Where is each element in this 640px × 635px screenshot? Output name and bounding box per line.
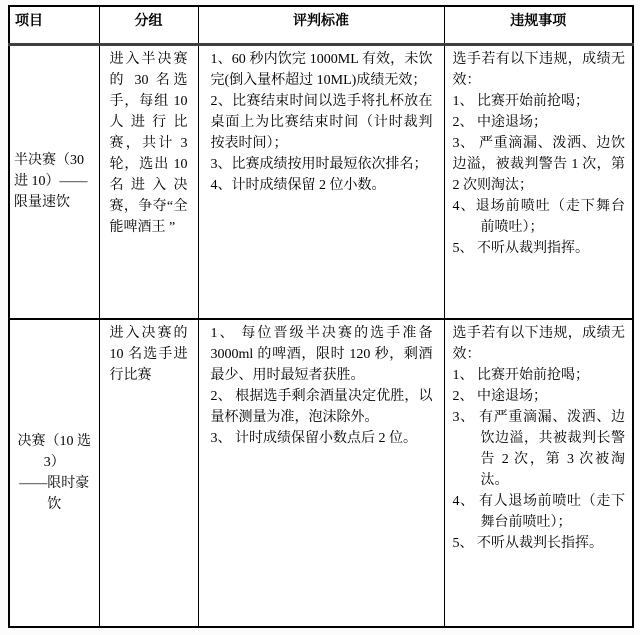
- cell-semifinal-violations: [444, 44, 633, 319]
- violation-item: 4、 有人退场前喷吐（走下舞台前喷吐）；: [452, 494, 625, 530]
- cell-final-violations: [444, 319, 633, 627]
- violations-intro: 选手若有以下违规，成绩无效：: [452, 326, 625, 362]
- col-header-group: 分组: [99, 6, 198, 44]
- criteria-item: 1、 每位晋级半决赛的选手准备 3000ml 的啤酒，限时 120 秒，剩酒最少、用时最短者获胜。: [210, 326, 433, 383]
- criteria-item: 3、 计时成绩保留小数点后 2 位。: [210, 431, 417, 446]
- col-header-violations: 违规事项: [444, 6, 633, 44]
- table-header-row: [9, 6, 633, 44]
- cell-semifinal-item: [9, 44, 99, 319]
- cell-final-group: [99, 319, 198, 627]
- criteria-item: 3、比赛成绩按用时最短依次排名；: [210, 156, 428, 172]
- cell-final-criteria: [198, 319, 444, 627]
- col-header-item: 项目: [9, 6, 99, 44]
- cell-final-item: [9, 319, 99, 627]
- violation-item: 1、 比赛开始前抢喝；: [452, 93, 589, 109]
- violation-item: 2、 中途退场；: [452, 389, 547, 404]
- violation-item: 3、 严重滴漏、泼洒、边饮边溢，被裁判警告 1 次，第 2 次则淘汰；: [452, 135, 625, 193]
- semifinal-item-text: 半决赛（30 进 10）——限量速饮: [14, 153, 88, 211]
- table-row-final: [9, 319, 633, 627]
- final-item-text-line1: 决赛（10 选 3）: [17, 434, 91, 470]
- cell-semifinal-criteria: [198, 44, 444, 319]
- violation-item: 1、 比赛开始前抢喝；: [452, 368, 589, 383]
- violation-item: 4、退场前喷吐（走下舞台前喷吐）；: [452, 198, 625, 235]
- violations-intro: 选手若有以下违规，成绩无效：: [452, 51, 625, 88]
- semifinal-group-text: 进入半决赛的 30 名选手，每组 10 人进行比赛，共计 3 轮，选出 10 名进入决赛，争夺“全能啤酒王 ”: [109, 51, 188, 235]
- col-header-criteria: 评判标准: [198, 6, 444, 44]
- violation-item: 2、 中途退场；: [452, 114, 547, 130]
- final-item-text-line2: ——限时豪饮: [19, 476, 90, 512]
- violation-item: 5、 不听从裁判指挥。: [452, 240, 589, 256]
- violation-item: 3、 有严重滴漏、泼洒、边饮边溢，共被裁判长警告 2 次，第 3 次被淘汰。: [452, 410, 625, 488]
- competition-rules-table: [8, 5, 634, 628]
- criteria-item: 4、计时成绩保留 2 位小数。: [210, 177, 386, 193]
- table-row-semifinal: [9, 44, 633, 319]
- cell-semifinal-group: [99, 44, 198, 319]
- criteria-item: 2、比赛结束时间以选手将扎杯放在桌面上为比赛结束时间（计时裁判按表时间）；: [210, 93, 433, 151]
- criteria-item: 1、60 秒内饮完 1000ML 有效，未饮完(倒入量杯超过 10ML)成绩无效；: [210, 51, 433, 88]
- criteria-item: 2、 根据选手剩余酒量决定优胜，以量杯测量为准，泡沫除外。: [210, 389, 433, 425]
- violation-item: 5、 不听从裁判长指挥。: [452, 536, 603, 551]
- final-group-text: 进入决赛的 10 名选手进行比赛: [109, 326, 188, 383]
